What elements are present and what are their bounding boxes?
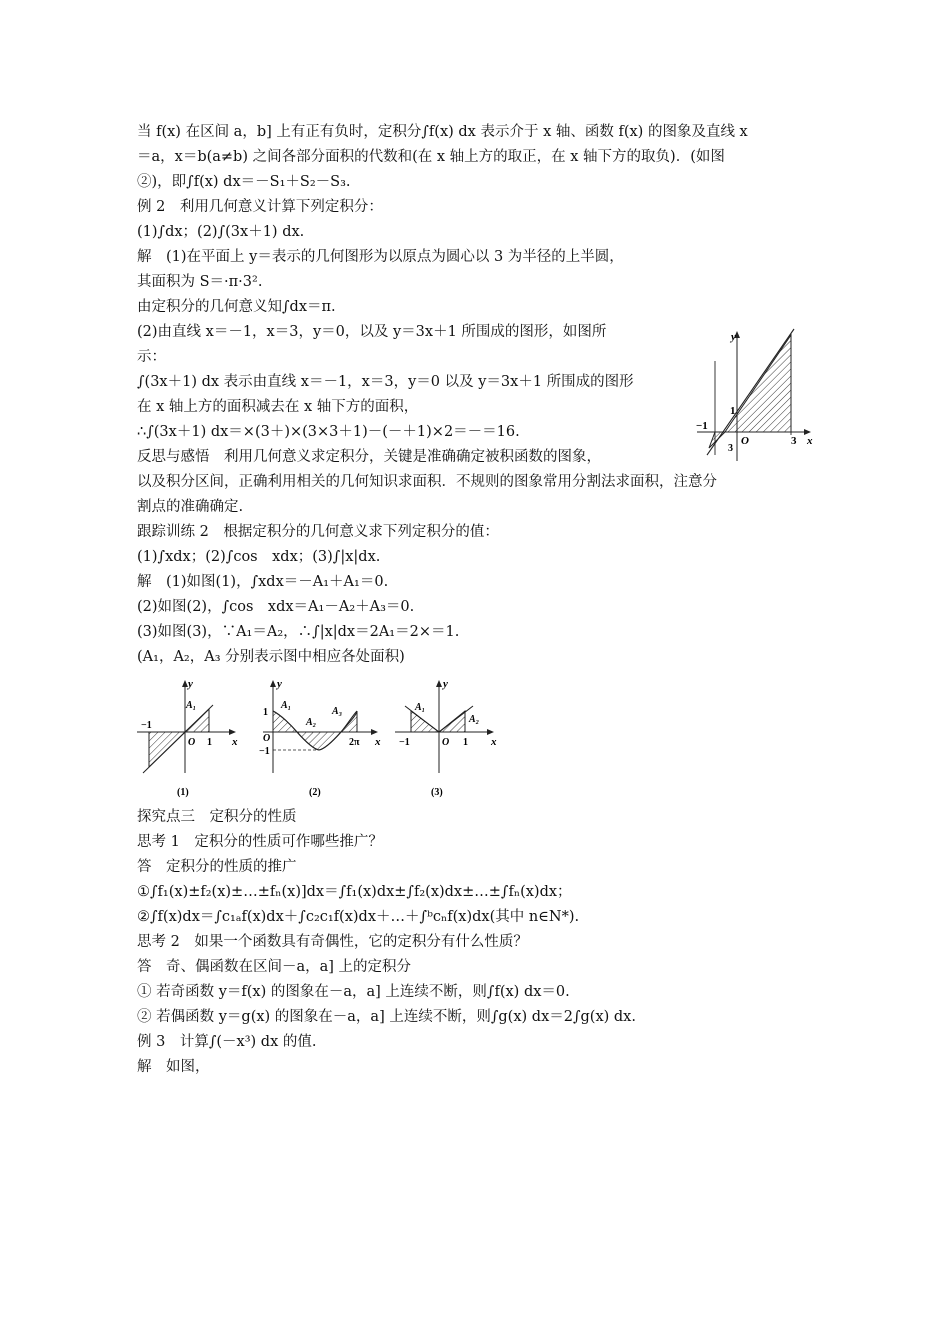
label-a1: A₁ bbox=[186, 700, 197, 711]
label-origin: O bbox=[442, 737, 450, 748]
figure-3x-plus-1 bbox=[693, 325, 818, 465]
label-1: 1 bbox=[207, 737, 212, 748]
label-3: 3 bbox=[791, 435, 797, 447]
label-y: y bbox=[277, 678, 282, 690]
text-line-11: ∫(3x＋1) dx 表示由直线 x＝－1，x＝3，y＝0 以及 y＝3x＋1 所围成的图形 bbox=[137, 374, 634, 390]
x-axis-arrow bbox=[487, 729, 494, 735]
caption-3: (3) bbox=[431, 787, 443, 798]
label-1: 1 bbox=[263, 707, 268, 718]
training-2-heading: 跟踪训练 2 根据定积分的几何意义求下列定积分的值： bbox=[137, 524, 499, 540]
reflection-heading: 反思与感悟 利用几何意义求定积分，关键是准确确定被积函数的图象， bbox=[137, 449, 601, 465]
text-line-30: ① 若奇函数 y＝f(x) 的图象在－a，a] 上连续不断，则∫f(x) dx＝0. bbox=[137, 984, 570, 1000]
figure-1-y-equals-x bbox=[137, 675, 247, 803]
example-2-heading: 例 2 利用几何意义计算下列定积分： bbox=[137, 199, 383, 215]
text-line-1: 当 f(x) 在区间 a，b] 上有正有负时，定积分∫f(x) dx 表示介于 x 轴、函数 f(x) 的图象及直线 x bbox=[137, 124, 748, 140]
region-above-axis bbox=[725, 335, 791, 432]
text-line-3: ②)，即∫f(x) dx＝－S₁＋S₂－S₃. bbox=[137, 174, 351, 190]
label-x: x bbox=[375, 736, 381, 748]
text-line-5: (1)∫dx；(2)∫(3x＋1) dx. bbox=[137, 224, 305, 240]
text-line-18: (1)∫xdx；(2)∫cos xdx；(3)∫|x|dx. bbox=[137, 549, 381, 565]
label-a3: A₃ bbox=[332, 706, 343, 717]
label-y: y bbox=[443, 678, 448, 690]
text-line-13: ∴∫(3x＋1) dx＝×(3＋)×(3×3＋1)－(－＋1)×2＝－＝16. bbox=[137, 424, 520, 440]
label-x: x bbox=[232, 736, 238, 748]
label-y: y bbox=[188, 678, 193, 690]
text-line-26: ①∫f₁(x)±f₂(x)±…±fₙ(x)]dx＝∫f₁(x)dx±∫f₂(x)dx±…±∫fₙ(x)dx； bbox=[137, 884, 572, 900]
x-axis-arrow bbox=[229, 729, 236, 735]
text-line-2: ＝a，x＝b(a≠b) 之间各部分面积的代数和(在 x 轴上方的取正，在 x 轴下方的取负)．(如图 bbox=[137, 149, 725, 165]
label-a2: A₂ bbox=[469, 714, 480, 725]
label-minus-1: −1 bbox=[141, 720, 152, 731]
label-2pi: 2π bbox=[349, 737, 360, 748]
text-line-29: 答 奇、偶函数在区间－a，a] 上的定积分 bbox=[137, 959, 412, 975]
label-x: x bbox=[491, 736, 497, 748]
label-origin: O bbox=[741, 435, 749, 447]
text-line-9: (2)由直线 x＝－1，x＝3，y＝0，以及 y＝3x＋1 所围成的图形，如图所 bbox=[137, 324, 607, 340]
text-line-12: 在 x 轴上方的面积减去在 x 轴下方的面积， bbox=[137, 399, 419, 415]
section-3-heading: 探究点三 定积分的性质 bbox=[137, 809, 297, 825]
label-1: 1 bbox=[730, 405, 736, 417]
label-minus-1: −1 bbox=[696, 420, 708, 432]
text-line-15: 以及积分区间，正确利用相关的几何知识求面积．不规则的图象常用分割法求面积，注意分 bbox=[137, 474, 717, 490]
y-axis-arrow bbox=[436, 680, 442, 687]
label-root-third: 3 bbox=[728, 443, 733, 454]
label-1: 1 bbox=[463, 737, 468, 748]
x-axis-arrow bbox=[371, 729, 378, 735]
label-origin: O bbox=[188, 737, 196, 748]
region-a2 bbox=[297, 732, 341, 750]
text-line-10: 示： bbox=[137, 349, 166, 365]
text-line-27: ②∫f(x)dx＝∫c₁ₐf(x)dx＋∫c₂c₁f(x)dx＋…＋∫ᵇcₙf(x)dx(其中 n∈N*). bbox=[137, 909, 580, 925]
think-2-heading: 思考 2 如果一个函数具有奇偶性，它的定积分有什么性质？ bbox=[137, 934, 528, 950]
label-y: y bbox=[731, 331, 736, 343]
text-line-22: (A₁，A₂，A₃ 分别表示图中相应各处面积) bbox=[137, 649, 405, 665]
text-line-25: 答 定积分的性质的推广 bbox=[137, 859, 297, 875]
caption-2: (2) bbox=[309, 787, 321, 798]
label-minus-1: −1 bbox=[259, 746, 270, 757]
figure-2-cosine bbox=[257, 675, 387, 803]
text-line-20: (2)如图(2)，∫cos xdx＝A₁－A₂＋A₃＝0. bbox=[137, 599, 415, 615]
label-a2: A₂ bbox=[306, 717, 317, 728]
example-3-heading: 例 3 计算∫(－x³) dx 的值. bbox=[137, 1034, 317, 1050]
label-a1: A₁ bbox=[281, 700, 292, 711]
think-1-heading: 思考 1 定积分的性质可作哪些推广？ bbox=[137, 834, 383, 850]
text-line-8: 由定积分的几何意义知∫dx＝π. bbox=[137, 299, 336, 315]
label-x: x bbox=[807, 435, 813, 447]
region-a1 bbox=[273, 711, 297, 732]
figure-3-abs-x bbox=[393, 675, 503, 803]
caption-1: (1) bbox=[177, 787, 189, 798]
text-line-6: 解 (1)在平面上 y＝表示的几何图形为以原点为圆心以 3 为半径的上半圆， bbox=[137, 249, 624, 265]
y-axis-arrow bbox=[270, 680, 276, 687]
text-line-33: 解 如图， bbox=[137, 1059, 210, 1075]
label-minus-1: −1 bbox=[399, 737, 410, 748]
label-a1: A₁ bbox=[415, 702, 426, 713]
text-line-19: 解 (1)如图(1)，∫xdx＝－A₁＋A₁＝0. bbox=[137, 574, 389, 590]
text-line-7: 其面积为 S＝·π·3². bbox=[137, 274, 263, 290]
text-line-31: ② 若偶函数 y＝g(x) 的图象在－a，a] 上连续不断，则∫g(x) dx＝2∫g(x) dx. bbox=[137, 1009, 636, 1025]
label-origin: O bbox=[263, 733, 271, 744]
text-line-21: (3)如图(3)，∵A₁＝A₂，∴∫|x|dx＝2A₁＝2×＝1. bbox=[137, 624, 460, 640]
text-line-16: 割点的准确确定. bbox=[137, 499, 244, 515]
